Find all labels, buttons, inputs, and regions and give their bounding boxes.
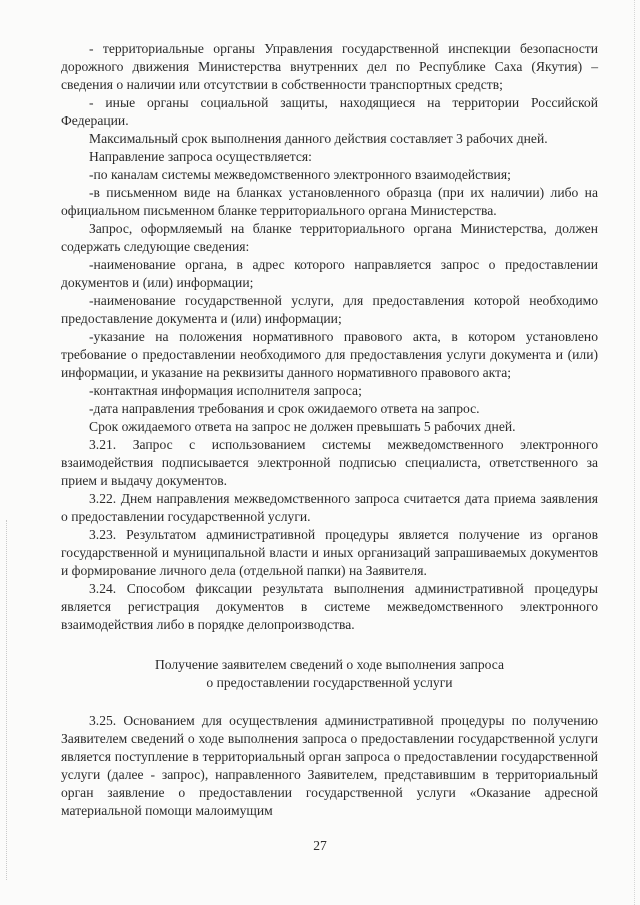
- paragraph: 3.21. Запрос с использованием системы межведомственного электронного взаимодействия подписывается электронной подписью специалиста, ответственного за прием и выдачу документов.: [61, 437, 598, 488]
- paragraph: -в письменном виде на бланках установленного образца (при их наличии) либо на официальном письменном бланке территориального органа Министерства.: [61, 185, 598, 218]
- scan-edge-right: [634, 0, 636, 905]
- paragraph: -наименование органа, в адрес которого направляется запрос о предоставлении документов и (или) информации;: [61, 257, 598, 290]
- paragraph: - иные органы социальной защиты, находящиеся на территории Российской Федерации.: [61, 95, 598, 128]
- section-heading-line: Получение заявителем сведений о ходе выполнения запроса: [154, 657, 505, 672]
- paragraph: Запрос, оформляемый на бланке территориального органа Министерства, должен содержать следующие сведения:: [61, 221, 598, 254]
- paragraph: Направление запроса осуществляется:: [89, 149, 312, 164]
- paragraph: - территориальные органы Управления государственной инспекции безопасности дорожного движения Министерства внутренних дел по Республике Саха (Якутия) – сведения о наличии или отсутствии в собственности транспортных средств;: [61, 41, 598, 92]
- scan-edge-left: [6, 520, 8, 880]
- paragraph: 3.25. Основанием для осуществления административной процедуры по получению Заявителем сведений о ходе выполнения запроса о предоставлении государственной услуги является поступление в территориальный орган запроса о предоставлении государственной услуги (далее - запрос), направленного Заявителем, представившим в территориальный орган заявление о предоставлении государственной услуги «Оказание адресной материальной помощи малоимущим: [61, 713, 598, 818]
- paragraph: -указание на положения нормативного правового акта, в котором установлено требование о предоставлении необходимого для предоставления услуги документа и (или) информации, и указание на реквизиты данного нормативного правового акта;: [61, 329, 598, 380]
- paragraph: Максимальный срок выполнения данного действия составляет 3 рабочих дней.: [89, 131, 548, 146]
- section-heading: [61, 656, 598, 692]
- paragraph: 3.24. Способом фиксации результата выполнения административной процедуры является регистрация документов в системе межведомственного электронного взаимодействия либо в порядке делопроизводства.: [61, 581, 598, 632]
- paragraph: Срок ожидаемого ответа на запрос не должен превышать 5 рабочих дней.: [89, 419, 516, 434]
- paragraph: -контактная информация исполнителя запроса;: [89, 383, 362, 398]
- section-heading-line: о предоставлении государственной услуги: [206, 675, 453, 690]
- document-body: [61, 40, 598, 820]
- paragraph: 3.22. Днем направления межведомственного запроса считается дата приема заявления о предоставлении государственной услуги.: [61, 491, 598, 524]
- paragraph: -наименование государственной услуги, для предоставления которой необходимо предоставление документа и (или) информации;: [61, 293, 598, 326]
- paragraph: -по каналам системы межведомственного электронного взаимодействия;: [89, 167, 511, 182]
- paragraph: -дата направления требования и срок ожидаемого ответа на запрос.: [89, 401, 480, 416]
- page-number: 27: [313, 838, 327, 853]
- paragraph: 3.23. Результатом административной процедуры является получение из органов государственной и муниципальной власти и иных организаций запрашиваемых документов и формирование личного дела (отдельной папки) на Заявителя.: [61, 527, 598, 578]
